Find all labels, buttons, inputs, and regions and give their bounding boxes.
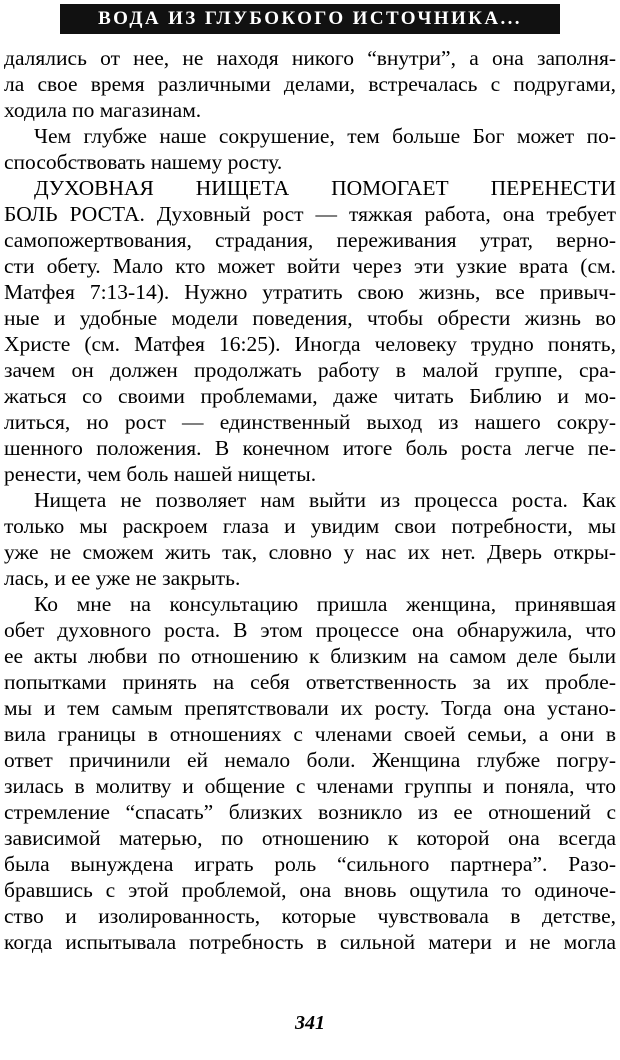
text-line: Чем глубже наше сокрушение, тем больше Бог может по- bbox=[34, 124, 616, 148]
text-line: Ко мне на консультацию пришла женщина, принявшая bbox=[34, 592, 616, 616]
page-number: 341 bbox=[295, 1012, 325, 1034]
text-line: ее акты любви по отношению к близким на самом деле были bbox=[4, 644, 616, 668]
text-line: шенного положения. В конечном итоге боль роста легче пе- bbox=[4, 436, 616, 460]
text-line: попытками принять на себя ответственность за их пробле- bbox=[4, 670, 616, 694]
running-header-title: ВОДА ИЗ ГЛУБОКОГО ИСТОЧНИКА... bbox=[98, 8, 522, 29]
text-line: сти обету. Мало кто может войти через эти узкие врата (см. bbox=[4, 254, 616, 278]
text-line: БОЛЬ РОСТА. Духовный рост — тяжкая работа, она требует bbox=[4, 202, 616, 226]
text-line: Нищета не позволяет нам выйти из процесса роста. Как bbox=[34, 488, 616, 512]
text-line: Матфея 7:13-14). Нужно утратить свою жизнь, все привыч- bbox=[4, 280, 616, 304]
text-line: уже не сможем жить так, словно у нас их нет. Дверь откры- bbox=[4, 540, 616, 564]
text-line: когда испытывала потребность в сильной матери и не могла bbox=[4, 930, 616, 954]
text-line: зилась в молитву и общение с членами группы и поняла, что bbox=[4, 774, 616, 798]
text-line: способствовать нашему росту. bbox=[4, 150, 283, 174]
text-line: самопожертвования, страдания, переживания утрат, верно- bbox=[4, 228, 616, 252]
text-line: далялись от нее, не находя никого “внутри”, а она заполня- bbox=[4, 46, 616, 70]
text-line: ные и удобные модели поведения, чтобы обрести жизнь во bbox=[4, 306, 616, 330]
running-header bbox=[60, 4, 560, 34]
text-line: ренести, чем боль нашей нищеты. bbox=[4, 462, 317, 486]
text-line: Христе (см. Матфея 16:25). Иногда человеку трудно понять, bbox=[4, 332, 616, 356]
text-line: мы и тем самым препятствовали их росту. Тогда она устано- bbox=[4, 696, 616, 720]
text-line: стремление “спасать” близких возникло из ее отношений с bbox=[4, 800, 616, 824]
text-line: ДУХОВНАЯ НИЩЕТА ПОМОГАЕТ ПЕРЕНЕСТИ bbox=[34, 176, 616, 200]
text-line: лась, и ее уже не закрыть. bbox=[4, 566, 241, 590]
text-line: зависимой матерью, по отношению к которой она всегда bbox=[4, 826, 616, 850]
text-line: зачем он должен продолжать работу в малой группе, сра- bbox=[4, 358, 616, 382]
text-line: обет духовного роста. В этом процессе она обнаружила, что bbox=[4, 618, 616, 642]
text-line: ответ причинили ей немало боли. Женщина глубже погру- bbox=[4, 748, 616, 772]
text-line: бравшись с этой проблемой, она вновь ощутила то одиноче- bbox=[4, 878, 616, 902]
text-line: вила границы в отношениях с членами своей семьи, а они в bbox=[4, 722, 616, 746]
text-line: только мы раскроем глаза и увидим свои потребности, мы bbox=[4, 514, 616, 538]
text-line: ла свое время различными делами, встречалась с подругами, bbox=[4, 72, 616, 96]
text-line: жаться со своими проблемами, даже читать Библию и мо- bbox=[4, 384, 616, 408]
text-line: была вынуждена играть роль “сильного партнера”. Разо- bbox=[4, 852, 616, 876]
text-line: ходила по магазинам. bbox=[4, 98, 202, 122]
page-body bbox=[4, 45, 616, 955]
text-line: ство и изолированность, которые чувствовала в детстве, bbox=[4, 904, 616, 928]
text-line: литься, но рост — единственный выход из нашего сокру- bbox=[4, 410, 616, 434]
